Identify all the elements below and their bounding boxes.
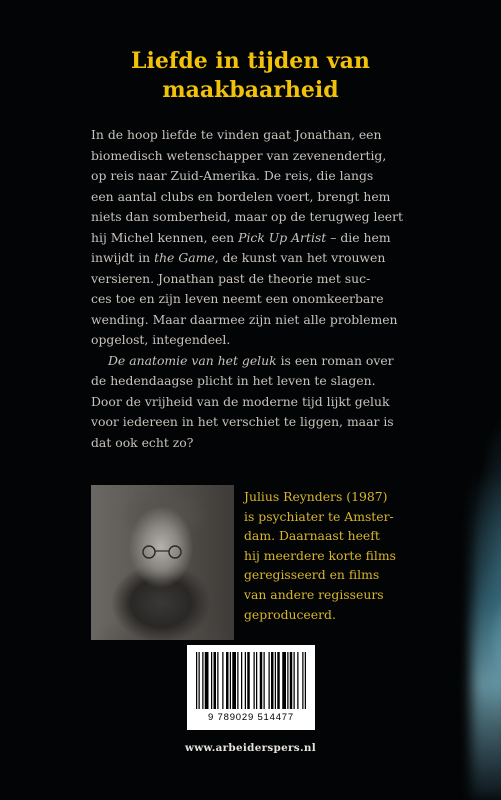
barcode-bar (277, 652, 280, 709)
cover-headline (0, 47, 501, 105)
barcode-bar (226, 652, 229, 709)
barcode-bar (199, 652, 200, 709)
synopsis-text-run: is een roman over (276, 352, 394, 368)
synopsis-italic-run: the Game (154, 250, 215, 265)
synopsis-line: een aantal clubs en bordelen voert, brengt hem (91, 188, 391, 204)
barcode-bar (282, 652, 286, 709)
synopsis-line: niets dan somberheid, maar op de terugweg leert (91, 209, 404, 224)
barcode-bar (230, 652, 231, 709)
barcode-bar (256, 652, 257, 709)
synopsis-line (91, 228, 421, 249)
synopsis-text (91, 125, 421, 453)
synopsis-line: op reis naar Zuid-Amerika. De reis, die langs (91, 168, 374, 183)
publisher-url[interactable]: www.arbeiderspers.nl (185, 742, 316, 754)
bio-line: geregisseerd en films (244, 567, 380, 583)
glasses-shape (138, 545, 186, 559)
barcode-bar (211, 652, 212, 709)
synopsis-line: ces toe en zijn leven neemt een onomkeerbare (91, 291, 384, 306)
barcode-bar (305, 652, 306, 709)
barcode-bar (196, 652, 197, 709)
barcode-bar (275, 652, 276, 709)
barcode-bar (294, 652, 295, 709)
synopsis-text-run: – die hem (326, 229, 391, 245)
barcode-bar (222, 652, 223, 709)
barcode-bar (297, 652, 298, 709)
book-title-italic: De anatomie van het geluk (108, 352, 277, 368)
isbn-number: 9 789029 514477 (208, 712, 294, 723)
synopsis-line: In de hoop liefde te vinden gaat Jonathan, een (91, 127, 382, 142)
bio-line: geproduceerd. (244, 606, 336, 622)
synopsis-line: voor iedereen in het verschiet te liggen, maar is (91, 414, 394, 429)
barcode-bar (302, 652, 303, 709)
bio-line: van andere regisseurs (244, 586, 384, 602)
isbn-barcode (187, 645, 315, 730)
synopsis-line: wending. Maar daarmee zijn niet alle problemen (91, 311, 398, 327)
synopsis-text-run: , de kunst van het vrouwen (214, 250, 386, 265)
barcode-bar (237, 652, 238, 709)
barcode-bar (241, 652, 242, 709)
barcode-bar (260, 652, 263, 709)
synopsis-line: versieren. Jonathan past de theorie met suc- (91, 270, 371, 286)
barcode-bar (214, 652, 217, 709)
bio-line: hij meerdere korte films (244, 547, 396, 563)
bio-line: is psychiater te Amster- (244, 508, 394, 524)
synopsis-line: Door de vrijheid van de moderne tijd lijkt geluk (91, 393, 390, 409)
synopsis-line: de hedendaagse plicht in het leven te slagen. (91, 373, 376, 388)
barcode-bar (290, 652, 293, 709)
synopsis-line: opgelost, integendeel. (91, 332, 231, 347)
barcode-bar (245, 652, 246, 709)
barcode-bar (247, 652, 250, 709)
author-photo (91, 485, 234, 640)
barcode-bar (264, 652, 265, 709)
barcode-bar (205, 652, 209, 709)
barcode-bar (287, 652, 288, 709)
synopsis-text-run: hij Michel kennen, een (91, 229, 239, 245)
barcode-bar (254, 652, 255, 709)
synopsis-line: biomedisch wetenschapper van zevenendertig, (91, 147, 387, 163)
synopsis-line: dat ook echt zo? (91, 434, 194, 450)
headline-line-1: Liefde in tijden van (131, 48, 370, 74)
headline-line-2: maakbaarheid (162, 77, 339, 103)
synopsis-line (91, 351, 421, 372)
barcode-bar (232, 652, 236, 709)
author-bio (244, 487, 396, 624)
synopsis-italic-run: Pick Up Artist (238, 229, 327, 245)
barcode-bar (269, 652, 270, 709)
bio-line: dam. Daarnaast heeft (244, 528, 380, 544)
synopsis-text-run: inwijdt in (91, 250, 155, 265)
barcode-bar (271, 652, 274, 709)
barcode-bar (217, 652, 218, 709)
synopsis-line (91, 248, 421, 269)
barcode-bar (202, 652, 203, 709)
bio-line: Julius Reynders (1987) (244, 489, 388, 504)
